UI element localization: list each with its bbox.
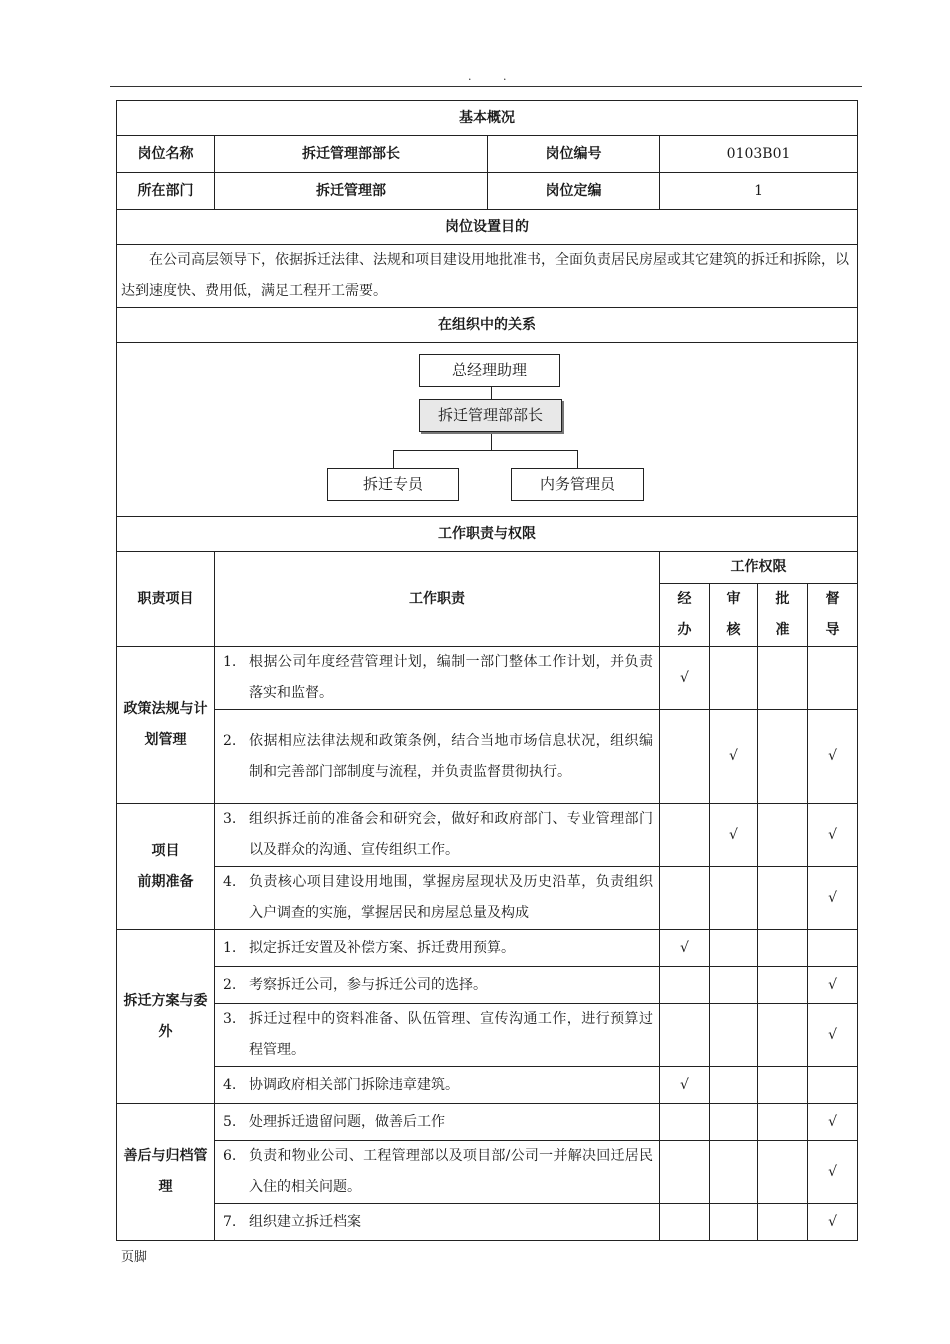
- duty-text: 拟定拆迁安置及补偿方案、拆迁费用预算。: [249, 939, 515, 956]
- duty-cell: [215, 967, 660, 1004]
- purpose-text: 在公司高层领导下，依据拆迁法律、法规和项目建设用地批准书，全面负责居民房屋或其它建筑的拆迁和拆除，以达到速度快、费用低，满足工程开工需要。: [117, 245, 858, 308]
- perm-review-mark: [710, 1204, 758, 1241]
- duty-cell: [215, 1104, 660, 1141]
- org-node-self: 拆迁管理部部长: [419, 399, 562, 432]
- perm-review-mark: [710, 647, 758, 710]
- org-connector: [491, 386, 492, 400]
- perm-supervise-mark: [808, 930, 858, 967]
- perm-approve-mark: [758, 1204, 808, 1241]
- department-label: 所在部门: [117, 173, 215, 210]
- section-purpose-title: 岗位设置目的: [117, 210, 858, 245]
- table-row: [117, 930, 858, 967]
- perm-review-mark: √: [710, 710, 758, 804]
- duty-number: 1.: [223, 939, 237, 956]
- perm-review-mark: [710, 867, 758, 930]
- perm-review-mark: [710, 1104, 758, 1141]
- table-row: [117, 1141, 858, 1204]
- duty-category: 拆迁方案与委外: [117, 930, 215, 1104]
- perm-review-mark: [710, 1067, 758, 1104]
- perm-approve-mark: [758, 710, 808, 804]
- table-row: [117, 967, 858, 1004]
- perm-handle-mark: √: [660, 1067, 710, 1104]
- duty-text: 负责和物业公司、工程管理部以及项目部/公司一并解决回迁居民入住的相关问题。: [249, 1148, 653, 1195]
- header-dots: . .: [468, 70, 521, 83]
- table-row: [117, 647, 858, 710]
- org-node-top: 总经理助理: [419, 354, 560, 387]
- duty-text: 协调政府相关部门拆除违章建筑。: [249, 1076, 459, 1093]
- duty-cell: [215, 930, 660, 967]
- org-connector: [577, 450, 578, 468]
- perm-handle-mark: [660, 867, 710, 930]
- perm-approve-mark: [758, 967, 808, 1004]
- perm-review-mark: [710, 967, 758, 1004]
- duty-cell: [215, 710, 660, 804]
- org-chart: [117, 343, 858, 517]
- perm-handle-mark: [660, 1004, 710, 1067]
- table-row: [117, 710, 858, 804]
- perm-approve-mark: [758, 1067, 808, 1104]
- org-node-left: 拆迁专员: [327, 468, 459, 501]
- header-rule: [110, 86, 862, 87]
- duty-rows: [117, 647, 858, 1241]
- perm-supervise-mark: √: [808, 1004, 858, 1067]
- duty-category: 项目 前期准备: [117, 804, 215, 930]
- duty-category: 善后与归档管理: [117, 1104, 215, 1241]
- org-connector: [491, 434, 492, 450]
- table-row: [117, 867, 858, 930]
- perm-supervise-mark: √: [808, 967, 858, 1004]
- position-code-value: 0103B01: [660, 136, 858, 173]
- perm-supervise-mark: √: [808, 1204, 858, 1241]
- perm-col-approve: 批 准: [758, 584, 808, 647]
- duty-cell: [215, 1004, 660, 1067]
- duty-cell: [215, 1067, 660, 1104]
- section-duties-title: 工作职责与权限: [117, 517, 858, 552]
- perm-approve-mark: [758, 804, 808, 867]
- perm-col-handle: 经 办: [660, 584, 710, 647]
- perm-supervise-mark: √: [808, 710, 858, 804]
- perm-approve-mark: [758, 647, 808, 710]
- perm-handle-mark: [660, 1141, 710, 1204]
- col-header-duty: 工作职责: [215, 552, 660, 647]
- org-node-right: 内务管理员: [511, 468, 644, 501]
- perm-col-review: 审 核: [710, 584, 758, 647]
- perm-review-mark: [710, 930, 758, 967]
- position-name-label: 岗位名称: [117, 136, 215, 173]
- position-name-value: 拆迁管理部部长: [215, 136, 488, 173]
- perm-supervise-mark: [808, 1067, 858, 1104]
- perm-supervise-mark: √: [808, 1141, 858, 1204]
- section-org-title: 在组织中的关系: [117, 308, 858, 343]
- duty-number: 4.: [223, 1076, 237, 1093]
- job-description-table: [116, 100, 858, 1241]
- duty-cell: [215, 1204, 660, 1241]
- duty-number: 2.: [223, 732, 237, 749]
- duty-number: 3.: [223, 811, 237, 827]
- perm-col-supervise: 督 导: [808, 584, 858, 647]
- page-footer: 页脚: [121, 1250, 148, 1265]
- duty-text: 组织建立拆迁档案: [249, 1213, 361, 1230]
- duty-number: 7.: [223, 1213, 237, 1230]
- perm-supervise-mark: √: [808, 1104, 858, 1141]
- duty-text: 依据相应法律法规和政策条例，结合当地市场信息状况，组织编制和完善部门部制度与流程，并负责监督贯彻执行。: [249, 732, 653, 780]
- duty-text: 考察拆迁公司，参与拆迁公司的选择。: [249, 976, 487, 993]
- perm-supervise-mark: √: [808, 867, 858, 930]
- duty-number: 2.: [223, 976, 237, 993]
- duty-text: 处理拆迁遗留问题，做善后工作: [249, 1113, 445, 1130]
- position-code-label: 岗位编号: [488, 136, 660, 173]
- duty-number: 4.: [223, 874, 237, 890]
- section-basic-title: 基本概况: [117, 101, 858, 136]
- duty-cell: [215, 867, 660, 930]
- perm-review-mark: [710, 1004, 758, 1067]
- duty-category: 政策法规与计划管理: [117, 647, 215, 804]
- duty-number: 5.: [223, 1113, 237, 1130]
- perm-handle-mark: [660, 1204, 710, 1241]
- perm-handle-mark: √: [660, 930, 710, 967]
- perm-handle-mark: √: [660, 647, 710, 710]
- duty-cell: [215, 804, 660, 867]
- duty-text: 负责核心项目建设用地围，掌握房屋现状及历史沿革，负责组织入户调查的实施，掌握居民和房屋总量及构成: [249, 874, 653, 921]
- duty-cell: [215, 647, 660, 710]
- table-row: [117, 1004, 858, 1067]
- perm-approve-mark: [758, 930, 808, 967]
- perm-handle-mark: [660, 1104, 710, 1141]
- table-row: [117, 1104, 858, 1141]
- col-header-item: 职责项目: [117, 552, 215, 647]
- perm-handle-mark: [660, 804, 710, 867]
- duty-text: 组织拆迁前的准备会和研究会，做好和政府部门、专业管理部门以及群众的沟通、宣传组织工作。: [249, 811, 653, 858]
- perm-review-mark: [710, 1141, 758, 1204]
- perm-approve-mark: [758, 1104, 808, 1141]
- department-value: 拆迁管理部: [215, 173, 488, 210]
- table-row: [117, 1067, 858, 1104]
- headcount-label: 岗位定编: [488, 173, 660, 210]
- duty-text: 根据公司年度经营管理计划，编制一部门整体工作计划，并负责落实和监督。: [249, 654, 653, 701]
- duty-number: 3.: [223, 1011, 237, 1027]
- perm-approve-mark: [758, 1141, 808, 1204]
- perm-review-mark: √: [710, 804, 758, 867]
- col-header-permission: 工作权限: [660, 552, 858, 584]
- headcount-value: 1: [660, 173, 858, 210]
- duty-cell: [215, 1141, 660, 1204]
- perm-approve-mark: [758, 867, 808, 930]
- table-row: [117, 804, 858, 867]
- duty-number: 6.: [223, 1148, 237, 1164]
- perm-handle-mark: [660, 710, 710, 804]
- duty-number: 1.: [223, 654, 237, 670]
- perm-supervise-mark: √: [808, 804, 858, 867]
- duty-text: 拆迁过程中的资料准备、队伍管理、宣传沟通工作，进行预算过程管理。: [249, 1011, 653, 1058]
- org-connector: [393, 450, 577, 451]
- perm-approve-mark: [758, 1004, 808, 1067]
- perm-supervise-mark: [808, 647, 858, 710]
- table-row: [117, 1204, 858, 1241]
- org-connector: [393, 450, 394, 468]
- perm-handle-mark: [660, 967, 710, 1004]
